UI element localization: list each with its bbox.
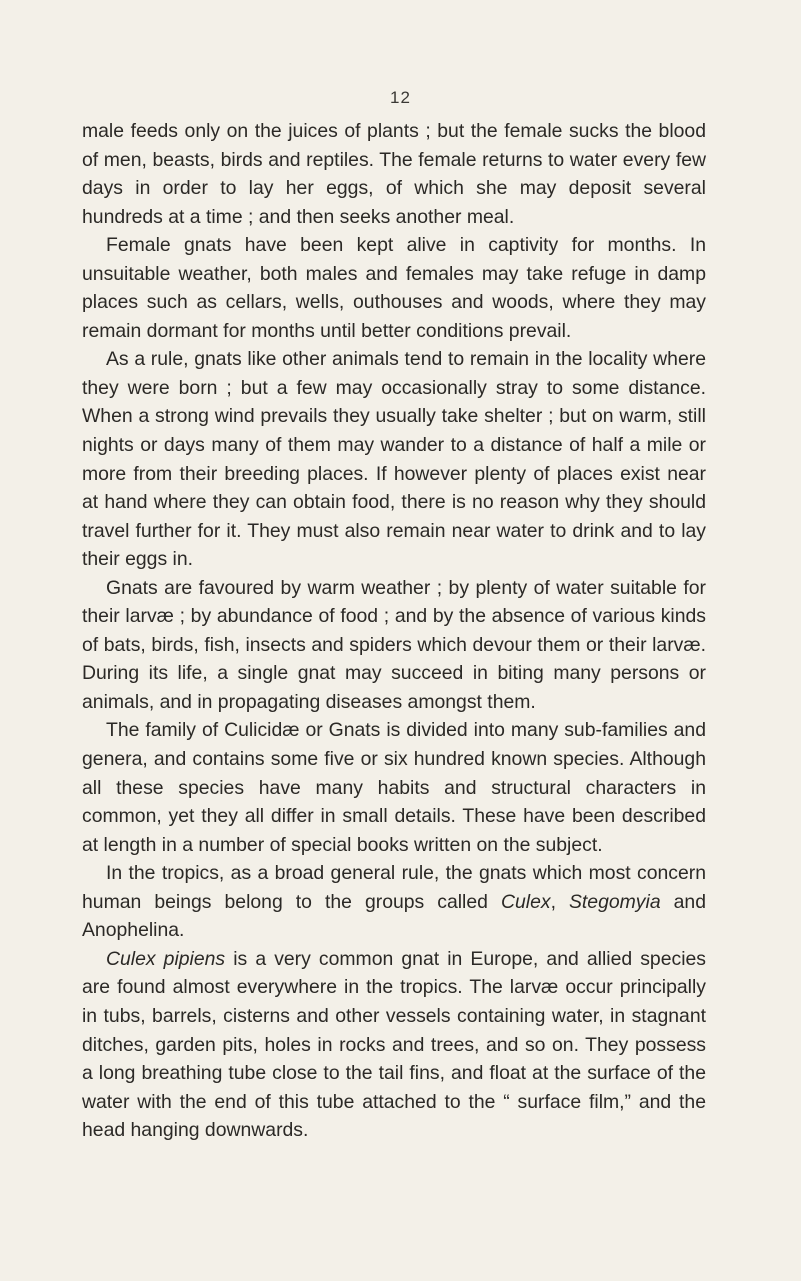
paragraph bbox=[82, 945, 706, 1145]
paragraph: As a rule, gnats like other animals tend to remain in the locality where they were born ; but a few may occasionally stray to some distance. When a strong wind prevails they usually take shelter ; but on warm, still nights or days many of them may wander to a distance of half a mile or more from their breeding places. If however plenty of places exist near at hand where they can obtain food, there is no reason why they should travel further for it. They must also remain near water to drink and to lay their eggs in. bbox=[82, 348, 706, 571]
paragraph bbox=[82, 859, 706, 945]
paragraph-text: and Anophelina. bbox=[82, 890, 706, 942]
paragraph-text: In the tropics, as a broad general rule, the gnats which most concern human beings belong to the groups called bbox=[82, 862, 706, 913]
genus-name-culex: Culex bbox=[500, 890, 551, 913]
paragraph: male feeds only on the juices of plants ; but the female sucks the blood of men, beasts, birds and reptiles. The female returns to water every few days in order to lay her eggs, of which she may deposit several hundreds at a time ; and then seeks another meal. bbox=[82, 120, 706, 228]
species-name-culex-pipiens: Culex pipiens bbox=[106, 947, 226, 970]
page-number: 12 bbox=[390, 88, 411, 107]
paragraph: The family of Culicidæ or Gnats is divided into many sub-families and genera, and contains some five or six hundred known species. Although all these species have many habits and structural characters in common, yet they all differ in small details. These have been described at length in a number of special books written on the subject. bbox=[82, 719, 706, 856]
body-text bbox=[82, 117, 706, 1145]
paragraph: Female gnats have been kept alive in captivity for months. In unsuitable weather, both males and females may take refuge in damp places such as cellars, wells, outhouses and woods, where they may remain dormant for months until better conditions prevail. bbox=[82, 234, 706, 342]
genus-name-stegomyia: Stegomyia bbox=[568, 890, 661, 913]
paragraph-text: , bbox=[550, 890, 569, 913]
paragraph: Gnats are favoured by warm weather ; by plenty of water suitable for their larvæ ; by abundance of food ; and by the absence of various kinds of bats, birds, fish, insects and spiders which devour them or their larvæ. During its life, a single gnat may succeed in biting many persons or animals, and in propagating diseases amongst them. bbox=[82, 576, 706, 713]
paragraph-text: is a very common gnat in Europe, and allied species are found almost everywhere in the tropics. The larvæ occur principally in tubs, barrels, cisterns and other vessels containing water, in stagnant ditches, garden pits, holes in rocks and trees, and so on. They possess a long breathing tube close to the tail fins, and float at the surface of the water with the end of this tube attached to the “ surface film,” and the head hanging downwards. bbox=[82, 947, 706, 1142]
